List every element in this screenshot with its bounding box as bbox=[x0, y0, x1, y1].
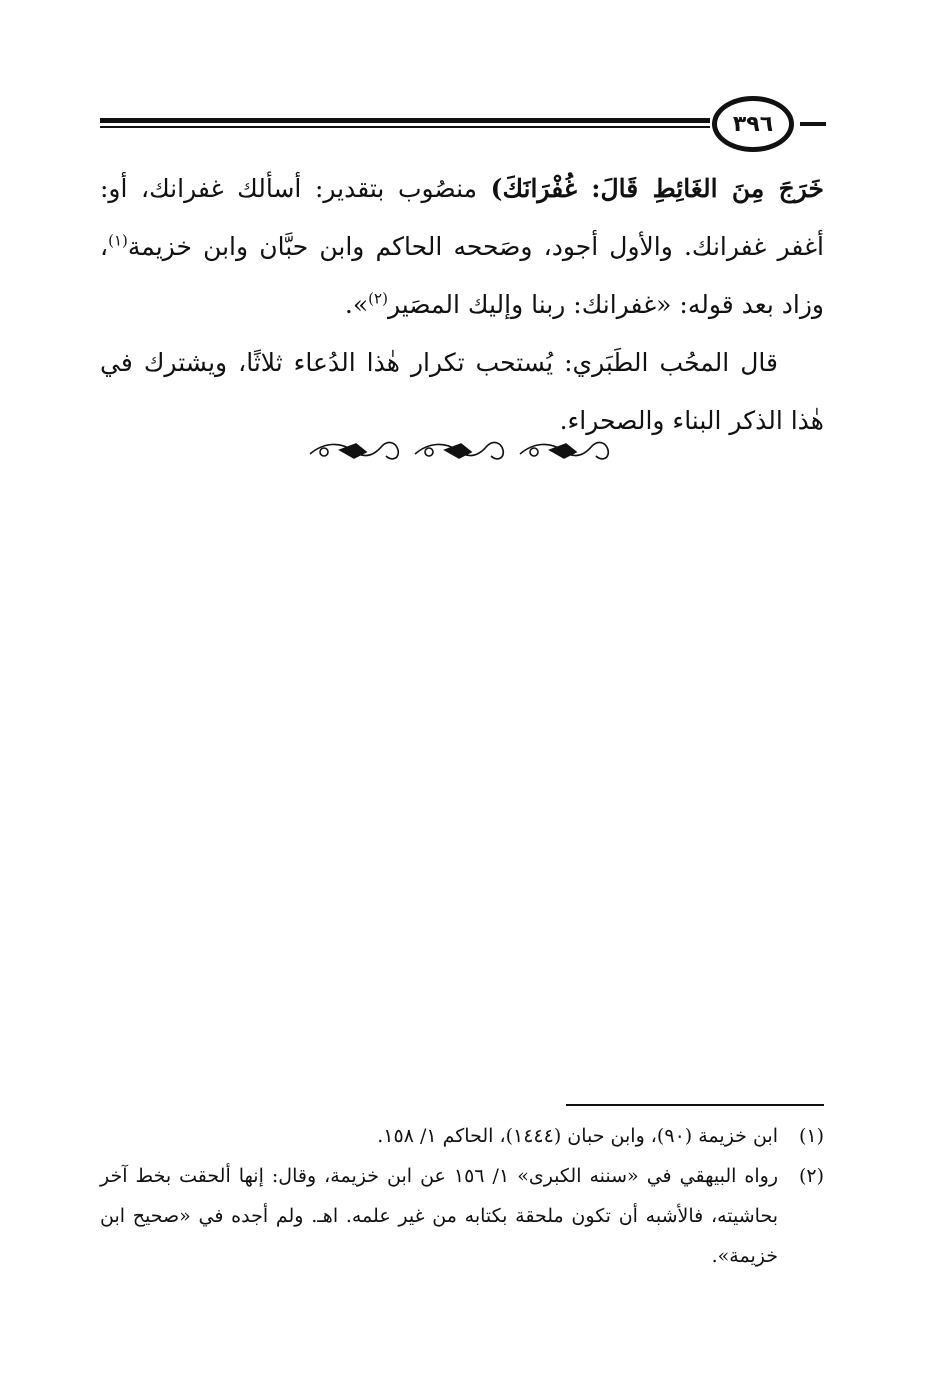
footnote-item bbox=[100, 1156, 824, 1276]
page-number: ٣٩٦ bbox=[732, 111, 774, 137]
paragraph-2: قال المحُب الطَبَري: يُستحب تكرار هٰذا الدُعاء ثلاثًا، ويشترك في هٰذا الذكر البناء والصحراء. bbox=[100, 348, 824, 435]
footnote-text: ابن خزيمة (٩٠)، وابن حبان (١٤٤٤)، الحاكم ١/ ١٥٨. bbox=[377, 1125, 778, 1147]
ornament-unit bbox=[310, 443, 398, 459]
paragraph-1 bbox=[100, 160, 824, 334]
footnote-text: رواه البيهقي في «سننه الكبرى» ١/ ١٥٦ عن ابن خزيمة، وقال: إنها ألحقت بخط آخر بحاشيته، فالأشبه أن تكون ملحقة بكتابه من غير علمه. اهـ. ولم أجده في «صحيح ابن خزيمة». bbox=[100, 1165, 778, 1267]
header-rule-thick bbox=[100, 118, 710, 123]
footnote-number: (٢) bbox=[798, 1165, 824, 1187]
header-rule bbox=[100, 118, 710, 130]
footnotes bbox=[100, 1116, 824, 1276]
header-rule-thin bbox=[100, 126, 710, 128]
paragraph-1-end: ». bbox=[344, 290, 369, 319]
page-number-badge bbox=[712, 96, 794, 152]
header-rule-tail bbox=[800, 122, 826, 126]
paragraph-1-text: منصُوب بتقدير: أسألك غفرانك، أو: أغفر غفرانك. والأول أجود، وصَححه الحاكم وابن حبَّان وابن خزيمة bbox=[100, 174, 824, 261]
footnote-number: (١) bbox=[798, 1125, 824, 1147]
main-text bbox=[100, 160, 824, 450]
paragraph-1-text-2: ، وزاد بعد قوله: «غفرانك: ربنا وإليك المصَير bbox=[100, 232, 824, 319]
footnote-ref-1[interactable]: (١) bbox=[108, 231, 128, 250]
paragraph-1-bold-phrase: خَرَجَ مِنَ الغَائِطِ قَالَ: غُفْرَانَكَ) bbox=[490, 174, 824, 203]
footnote-item bbox=[100, 1116, 824, 1156]
footnote-separator bbox=[566, 1104, 824, 1106]
footnote-ref-2[interactable]: (٢) bbox=[368, 289, 388, 308]
section-divider-ornament bbox=[300, 432, 620, 468]
